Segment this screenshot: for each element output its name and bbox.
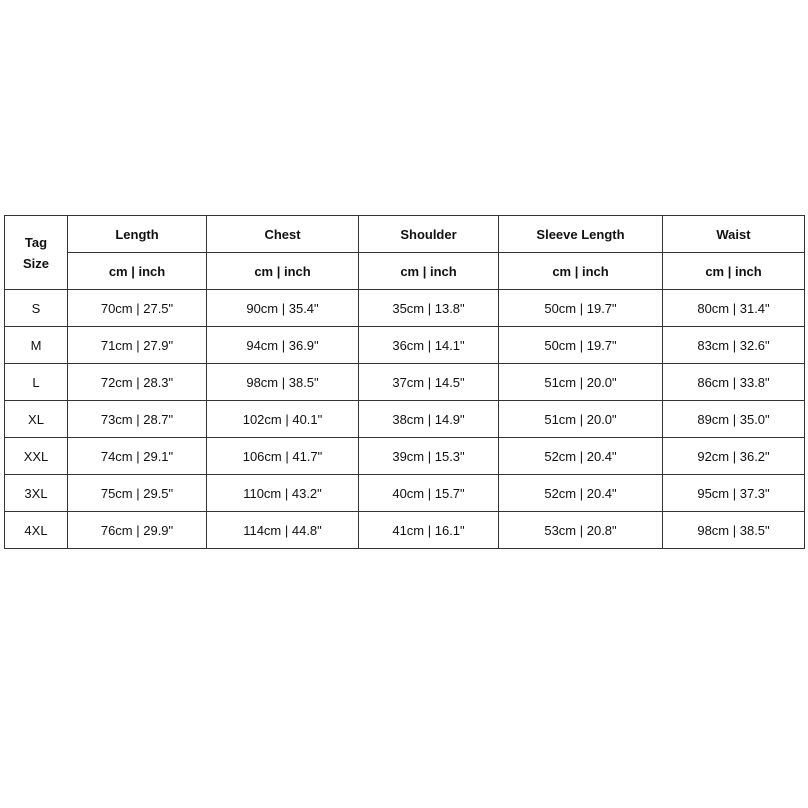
table-row: [5, 512, 805, 549]
column-header-length: Length: [68, 216, 207, 253]
table-row: [5, 401, 805, 438]
measurement-cell: 53cm | 20.8": [499, 512, 663, 549]
tag-size-header-line1: Tag: [24, 234, 48, 250]
unit-row: [5, 253, 805, 290]
measurement-cell: 51cm | 20.0": [499, 364, 663, 401]
measurement-cell: 73cm | 28.7": [68, 401, 207, 438]
measurement-cell: 37cm | 14.5": [359, 364, 499, 401]
tag-size-header: [5, 216, 68, 290]
measurement-cell: 39cm | 15.3": [359, 438, 499, 475]
table-row: [5, 475, 805, 512]
measurement-cell: 40cm | 15.7": [359, 475, 499, 512]
measurement-cell: 38cm | 14.9": [359, 401, 499, 438]
measurement-cell: 95cm | 37.3": [663, 475, 805, 512]
column-header-shoulder: Shoulder: [359, 216, 499, 253]
header-row: [5, 216, 805, 253]
size-chart-table: [4, 215, 805, 549]
size-cell: 4XL: [5, 512, 68, 549]
measurement-cell: 89cm | 35.0": [663, 401, 805, 438]
measurement-cell: 52cm | 20.4": [499, 475, 663, 512]
size-cell: L: [5, 364, 68, 401]
measurement-cell: 86cm | 33.8": [663, 364, 805, 401]
unit-label: cm | inch: [359, 253, 499, 290]
measurement-cell: 74cm | 29.1": [68, 438, 207, 475]
measurement-cell: 98cm | 38.5": [207, 364, 359, 401]
measurement-cell: 98cm | 38.5": [663, 512, 805, 549]
table-row: [5, 327, 805, 364]
measurement-cell: 94cm | 36.9": [207, 327, 359, 364]
measurement-cell: 106cm | 41.7": [207, 438, 359, 475]
measurement-cell: 71cm | 27.9": [68, 327, 207, 364]
measurement-cell: 72cm | 28.3": [68, 364, 207, 401]
size-cell: XXL: [5, 438, 68, 475]
measurement-cell: 80cm | 31.4": [663, 290, 805, 327]
measurement-cell: 36cm | 14.1": [359, 327, 499, 364]
measurement-cell: 110cm | 43.2": [207, 475, 359, 512]
unit-label: cm | inch: [499, 253, 663, 290]
column-header-chest: Chest: [207, 216, 359, 253]
unit-label: cm | inch: [207, 253, 359, 290]
size-cell: M: [5, 327, 68, 364]
measurement-cell: 92cm | 36.2": [663, 438, 805, 475]
measurement-cell: 52cm | 20.4": [499, 438, 663, 475]
measurement-cell: 50cm | 19.7": [499, 327, 663, 364]
measurement-cell: 114cm | 44.8": [207, 512, 359, 549]
table-row: [5, 290, 805, 327]
measurement-cell: 50cm | 19.7": [499, 290, 663, 327]
measurement-cell: 35cm | 13.8": [359, 290, 499, 327]
unit-label: cm | inch: [663, 253, 805, 290]
measurement-cell: 90cm | 35.4": [207, 290, 359, 327]
size-cell: 3XL: [5, 475, 68, 512]
tag-size-header-line2: Size: [22, 255, 49, 271]
measurement-cell: 83cm | 32.6": [663, 327, 805, 364]
size-cell: S: [5, 290, 68, 327]
measurement-cell: 75cm | 29.5": [68, 475, 207, 512]
column-header-sleeve-length: Sleeve Length: [499, 216, 663, 253]
column-header-waist: Waist: [663, 216, 805, 253]
unit-label: cm | inch: [68, 253, 207, 290]
table-row: [5, 438, 805, 475]
measurement-cell: 76cm | 29.9": [68, 512, 207, 549]
measurement-cell: 51cm | 20.0": [499, 401, 663, 438]
table-row: [5, 364, 805, 401]
measurement-cell: 102cm | 40.1": [207, 401, 359, 438]
measurement-cell: 41cm | 16.1": [359, 512, 499, 549]
measurement-cell: 70cm | 27.5": [68, 290, 207, 327]
size-cell: XL: [5, 401, 68, 438]
